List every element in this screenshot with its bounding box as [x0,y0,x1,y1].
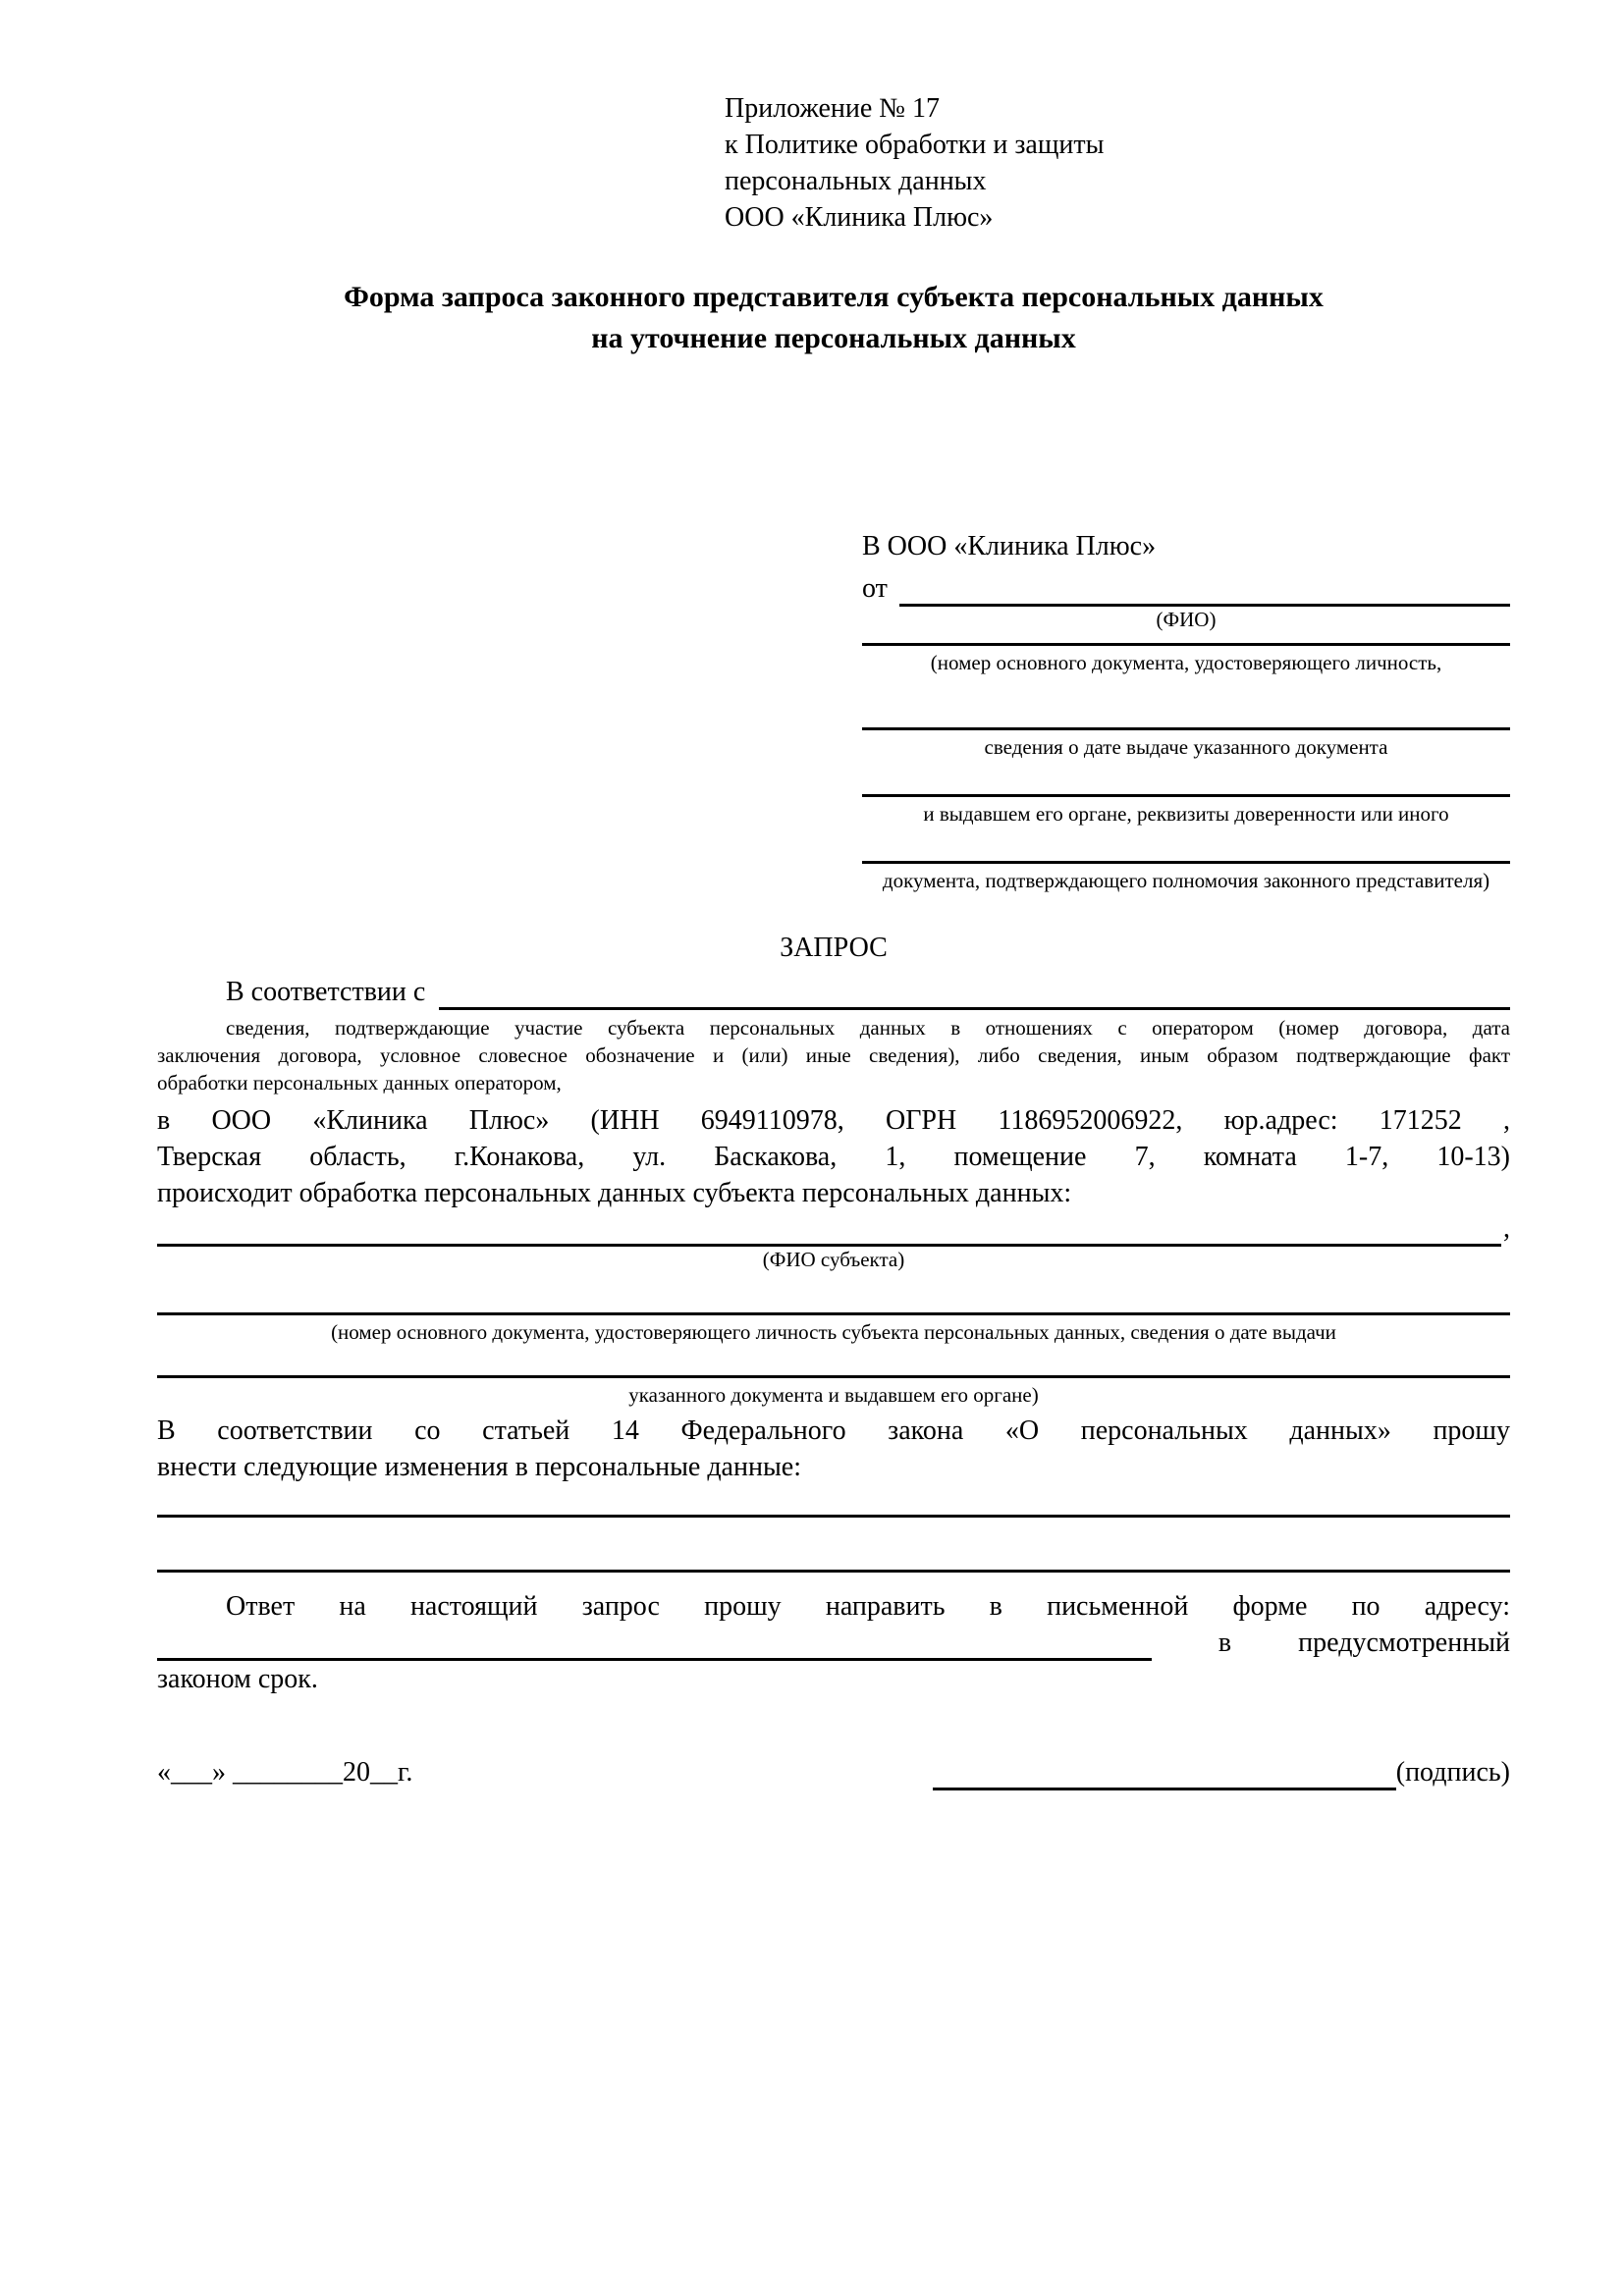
appendix-org-name: ООО «Клиника Плюс» [725,202,994,233]
response-paragraph [157,1588,1510,1697]
intro-row [157,974,1510,1010]
response-word-b: предусмотренный [1298,1628,1510,1658]
date-signature-row [157,1754,1510,1790]
footnote-line2: заключения договора, условное словесное обозначение и (или) иные сведения), либо сведения, иным образом подтверждающие факт [157,1043,1510,1067]
blank-rule [157,1375,1510,1378]
intro-prefix: В соответствии с [226,977,426,1007]
from-label: от [862,573,888,604]
appendix-header [725,90,1510,236]
signature-group [933,1754,1510,1790]
doc-caption-2: сведения о дате выдаче указанного документа [984,735,1388,759]
subject-fio-caption: (ФИО субъекта) [762,1248,905,1271]
subject-doc-caption-1: (номер основного документа, удостоверяющего личность субъекта персональных данных, сведения о дате выдачи [331,1320,1336,1344]
appendix-number: Приложение № 17 [725,93,940,124]
addressee-block [862,528,1510,894]
subject-doc-field-2 [157,1375,1510,1409]
representative-doc-field-1 [862,643,1510,676]
subject-fio-row [157,1213,1510,1247]
signature-caption: (подпись) [1395,1757,1510,1788]
doc-caption-3: и выдавшем его органе, реквизиты доверенности или иного [923,802,1449,826]
doc-caption-4: документа, подтверждающего полномочия законного представителя) [882,869,1490,892]
response-address-row [157,1625,1510,1661]
signature-blank-field [933,1758,1396,1790]
operator-line3: происходит обработка персональных данных субъекта персональных данных: [157,1178,1072,1208]
response-line3: законом срок. [157,1664,318,1694]
addressee-org: В ООО «Клиника Плюс» [862,531,1157,561]
operator-paragraph [157,1102,1510,1211]
document-title-line2: на уточнение персональных данных [591,322,1076,354]
blank-rule [862,643,1510,646]
footnote-line1: сведения, подтверждающие участие субъекта персональных данных в отношениях с оператором (номер договора, дата [226,1016,1510,1040]
intro-blank-field [439,980,1510,1010]
footnote-line3: обработки персональных данных оператором, [157,1071,562,1095]
subject-doc-caption-2: указанного документа и выдавшем его органе) [628,1383,1039,1407]
appendix-policy-line2: персональных данных [725,166,987,196]
from-row [862,570,1510,607]
date-line: «___» ________20__г. [157,1757,413,1788]
subject-doc-field-1 [157,1312,1510,1346]
from-blank-field [899,574,1510,607]
request-heading: ЗАПРОС [780,933,888,963]
blank-rule [862,794,1510,797]
blank-rule [157,1312,1510,1315]
document-title [157,277,1510,359]
law-line1: В соответствии со статьей 14 Федерального закона «О персональных данных» прошу [157,1415,1510,1446]
fio-caption: (ФИО) [1156,608,1217,631]
representative-doc-field-2 [862,727,1510,761]
blank-rule [862,727,1510,730]
response-word-a: в [1218,1628,1232,1658]
changes-blank-field-1 [157,1515,1510,1518]
subject-fio-blank-field [157,1216,1501,1247]
doc-caption-1: (номер основного документа, удостоверяющего личность, [930,651,1442,674]
response-line1: Ответ на настоящий запрос прошу направить в письменной форме по адресу: [226,1591,1510,1622]
law-paragraph [157,1413,1510,1485]
appendix-policy-line: к Политике обработки и защиты [725,130,1105,160]
blank-rule [862,861,1510,864]
operator-line2: Тверская область, г.Конакова, ул. Баскакова, 1, помещение 7, комната 1-7, 10-13) [157,1142,1510,1172]
representative-doc-field-4 [862,861,1510,894]
address-blank-field [157,1630,1152,1661]
law-line2: внести следующие изменения в персональные данные: [157,1452,801,1482]
footnote-block [157,1014,1510,1096]
representative-doc-field-3 [862,794,1510,828]
operator-line1: в ООО «Клиника Плюс» (ИНН 6949110978, ОГРН 1186952006922, юр.адрес: 171252 , [157,1105,1510,1136]
changes-blank-field-2 [157,1570,1510,1573]
subject-comma: , [1503,1213,1510,1244]
document-title-line1: Форма запроса законного представителя субъекта персональных данных [344,281,1324,313]
document-content [157,0,1510,1790]
